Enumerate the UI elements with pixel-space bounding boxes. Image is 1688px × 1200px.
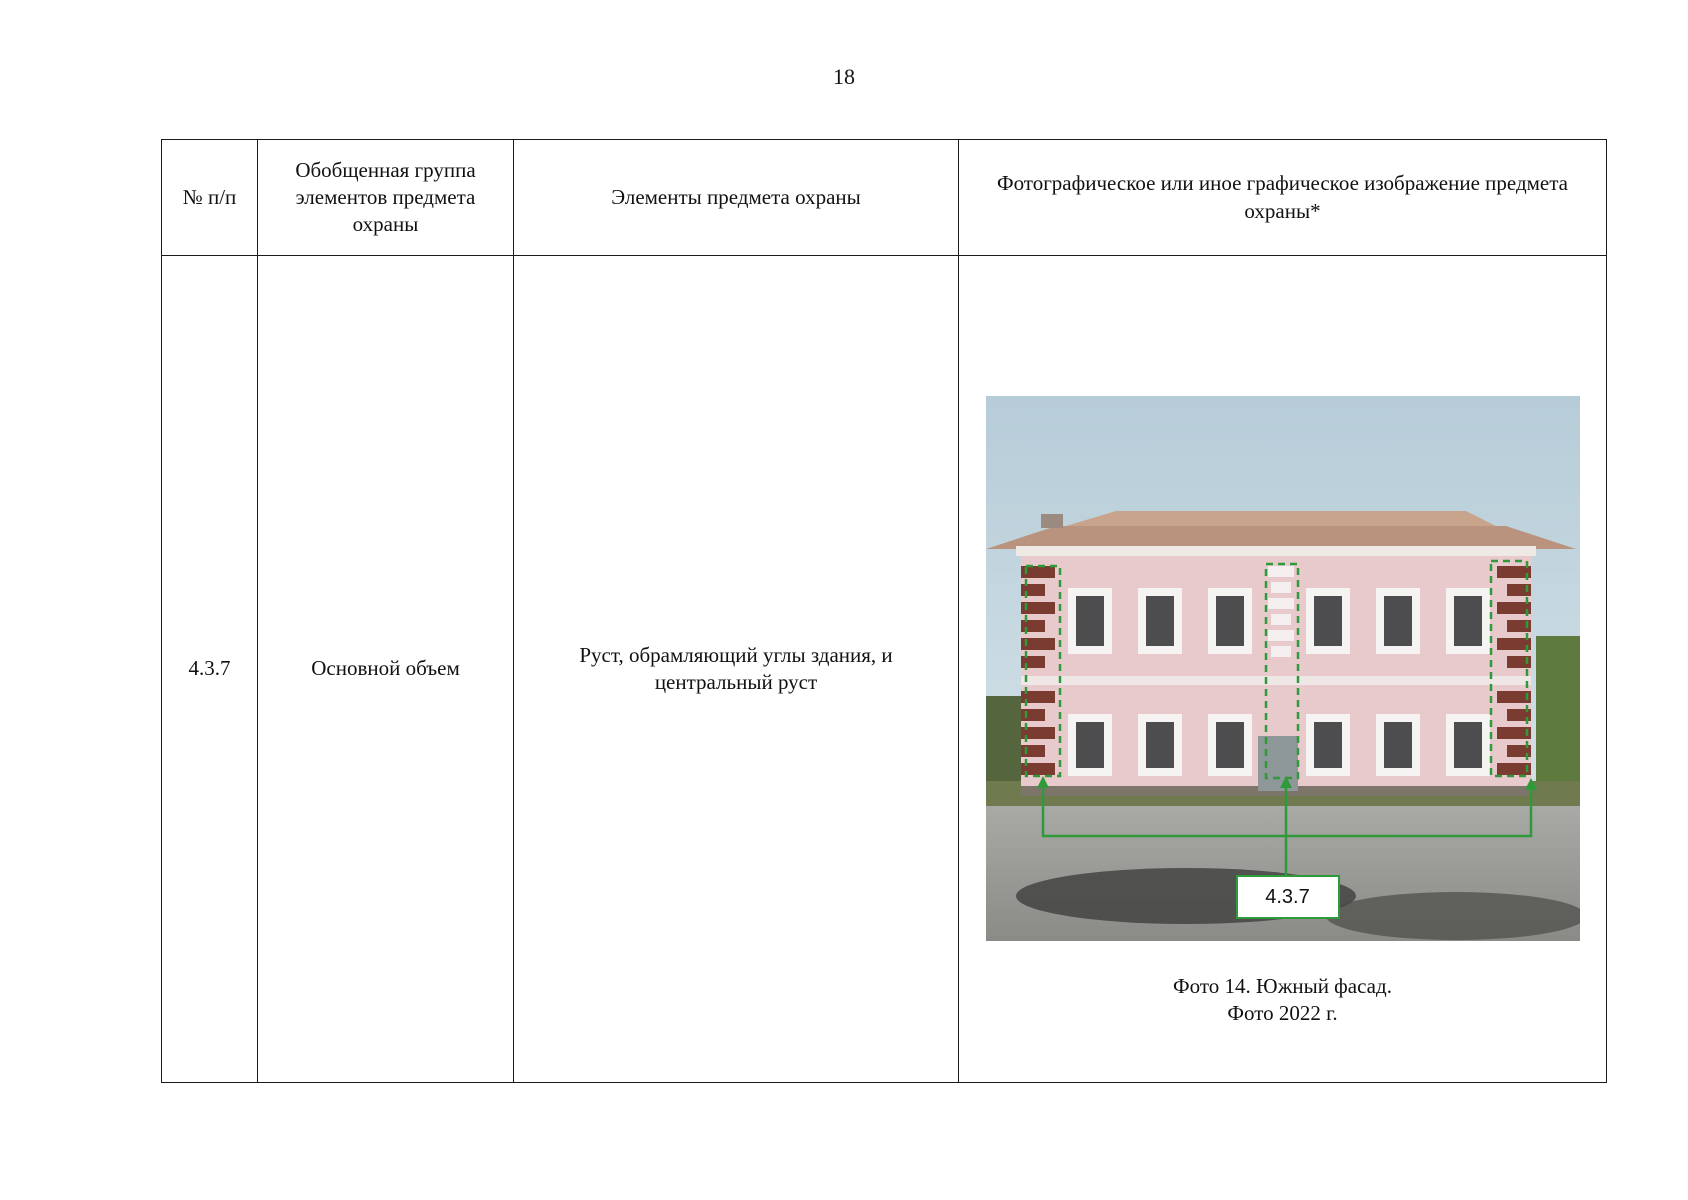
photo-caption-line-2: Фото 2022 г. <box>1227 1001 1338 1025</box>
row-num: 4.3.7 <box>162 256 258 1083</box>
row-elements: Руст, обрамляющий углы здания, и центральный руст <box>514 256 959 1083</box>
photo-caption-line-1: Фото 14. Южный фасад. <box>1173 973 1392 998</box>
row-group: Основной объем <box>258 256 514 1083</box>
table-header-row <box>162 140 1607 256</box>
photo-annotation-label: 4.3.7 <box>1236 875 1340 919</box>
header-image: Фотографическое или иное графическое изображение предмета охраны* <box>959 140 1607 256</box>
header-group: Обобщенная группа элементов предмета охраны <box>258 140 514 256</box>
photo-caption <box>969 973 1596 1028</box>
row-photo-cell <box>959 256 1607 1083</box>
protection-table <box>161 139 1607 1083</box>
header-num: № п/п <box>162 140 258 256</box>
header-elements: Элементы предмета охраны <box>514 140 959 256</box>
facade-photo-image <box>986 396 1580 941</box>
page-number: 18 <box>833 64 855 89</box>
facade-photo <box>986 396 1580 941</box>
table-row <box>162 256 1607 1083</box>
